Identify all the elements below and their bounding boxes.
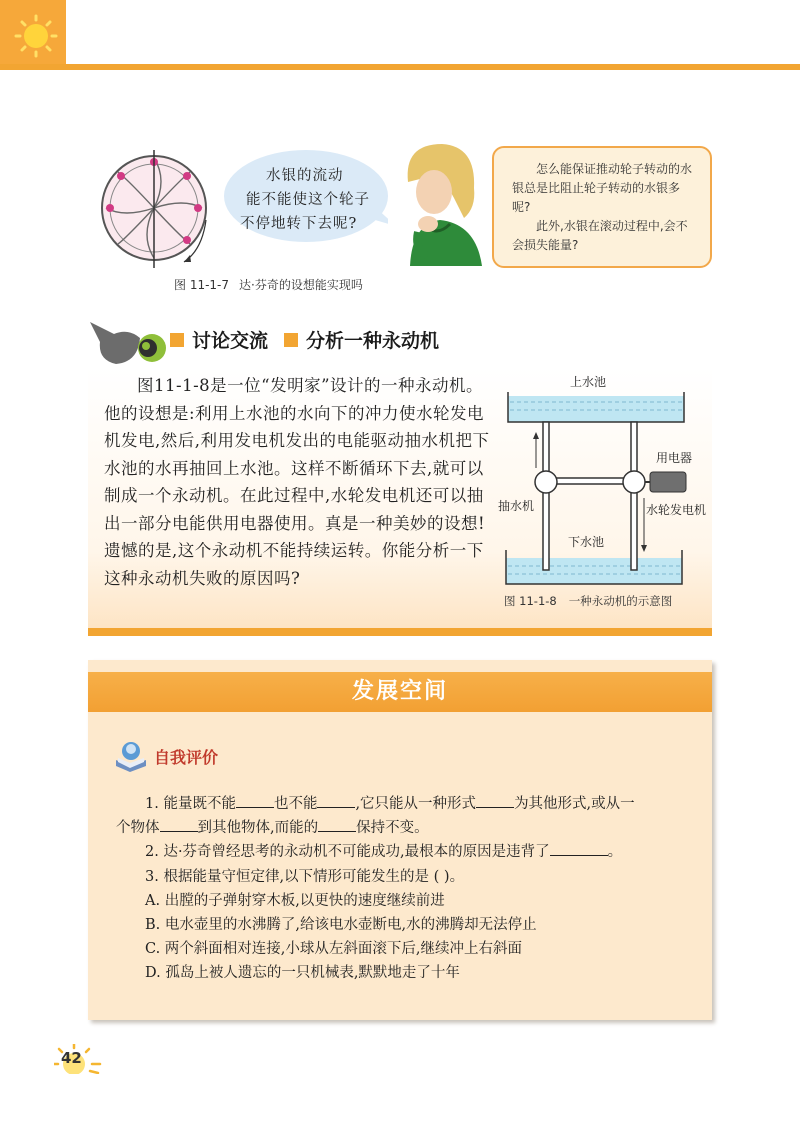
header-sun-tab bbox=[0, 0, 66, 66]
discussion-header bbox=[170, 326, 439, 353]
figure-2-caption bbox=[504, 593, 672, 609]
wheel-illustration bbox=[98, 150, 216, 268]
q1-part-b: 也不能 bbox=[273, 796, 318, 812]
q1-part-a: 1. 能量既不能 bbox=[145, 796, 236, 812]
option-b: B. 电水壶里的水沸腾了,给该电水壶断电,水的沸腾却无法停止 bbox=[145, 917, 537, 934]
q1-part-f: 到其他物体,而能的 bbox=[197, 820, 319, 837]
upper-pool-label: 上水池 bbox=[570, 375, 607, 389]
figure-2-number: 图 11-1-8 bbox=[504, 594, 557, 608]
lower-pool-label: 下水池 bbox=[568, 535, 605, 549]
bubble-line-2: 能不能使这个轮子 bbox=[246, 192, 370, 208]
q1-part-d: 为其他形式,或从一 bbox=[514, 796, 635, 812]
thinker-illustration bbox=[384, 138, 488, 266]
q2-part-b: 。 bbox=[607, 844, 623, 861]
q1-part-g: 保持不变。 bbox=[356, 820, 429, 837]
blank-field bbox=[318, 817, 356, 833]
header-bar bbox=[0, 64, 800, 70]
note-para-2: 此外,水银在滚动过程中,会不会损失能量? bbox=[512, 219, 688, 252]
option-c: C. 两个斜面相对连接,小球从左斜面滚下后,继续冲上右斜面 bbox=[145, 941, 523, 958]
q1-part-c: ,它只能从一种形式 bbox=[355, 796, 477, 812]
bubble-text bbox=[240, 164, 390, 236]
q2-part-a: 2. 达·芬奇曾经思考的永动机不可能成功,最根本的原因是违背了 bbox=[145, 844, 550, 861]
page-number: 42 bbox=[61, 1049, 82, 1067]
discussion-paragraph: 图11-1-8是一位“发明家”设计的一种永动机。他的设想是:利用上水池的水向下的冲力使水轮发电机发电,然后,利用发电机发出的电能驱动抽水机把下水池的水再抽回上水池。这样不断循环下去,就可以制成一个永动机。在此过程中,水轮发电机还可以抽出一部分电能供用电器使用。真是一种美妙的设想!遗憾的是,这个永动机不能持续运转。你能分析一下这种永动机失败的原因吗? bbox=[104, 376, 490, 588]
option-a: A. 出膛的子弹射穿木板,以更快的速度继续前进 bbox=[145, 892, 445, 909]
figure-2-title: 一种永动机的示意图 bbox=[568, 594, 673, 608]
perpetual-motion-diagram bbox=[498, 372, 710, 590]
question-2 bbox=[116, 840, 704, 864]
book-icon bbox=[114, 740, 148, 772]
panel-title: 发展空间 bbox=[88, 672, 712, 712]
discussion-title: 分析一种永动机 bbox=[306, 330, 440, 352]
figure-1-title: 达·芬奇的设想能实现吗 bbox=[239, 278, 363, 292]
q1-part-e: 个物体 bbox=[116, 820, 160, 837]
question-3: 3. 根据能量守恒定律,以下情形可能发生的是 ( )。 bbox=[145, 868, 465, 885]
note-box bbox=[492, 146, 712, 268]
bubble-line-1: 水银的流动 bbox=[266, 168, 344, 184]
sun-icon bbox=[0, 0, 66, 66]
option-d: D. 孤岛上被人遗忘的一只机械表,默默地走了十年 bbox=[145, 965, 460, 982]
exercise-block bbox=[116, 792, 704, 986]
blank-field bbox=[550, 841, 608, 857]
self-evaluation-title: 自我评价 bbox=[154, 748, 219, 767]
square-bullet-icon bbox=[170, 333, 184, 347]
question-1 bbox=[116, 792, 704, 840]
discussion-icon bbox=[88, 320, 168, 366]
blank-field bbox=[160, 817, 198, 833]
discussion-bottom-bar bbox=[88, 628, 712, 636]
figure-1-number: 图 11-1-7 bbox=[174, 278, 230, 292]
appliance-label: 用电器 bbox=[656, 451, 693, 465]
pump-label: 抽水机 bbox=[498, 499, 535, 513]
figure-1-caption bbox=[174, 276, 363, 293]
note-para-1: 怎么能保证推动轮子转动的水银总是比阻止轮子转动的水银多呢? bbox=[512, 162, 693, 214]
square-bullet-icon bbox=[284, 333, 298, 347]
blank-field bbox=[236, 793, 274, 809]
bubble-line-3: 不停地转下去呢? bbox=[240, 216, 358, 232]
discussion-body bbox=[104, 372, 490, 592]
generator-label: 水轮发电机 bbox=[646, 503, 707, 517]
blank-field bbox=[476, 793, 514, 809]
blank-field bbox=[317, 793, 355, 809]
discussion-label: 讨论交流 bbox=[192, 330, 269, 352]
